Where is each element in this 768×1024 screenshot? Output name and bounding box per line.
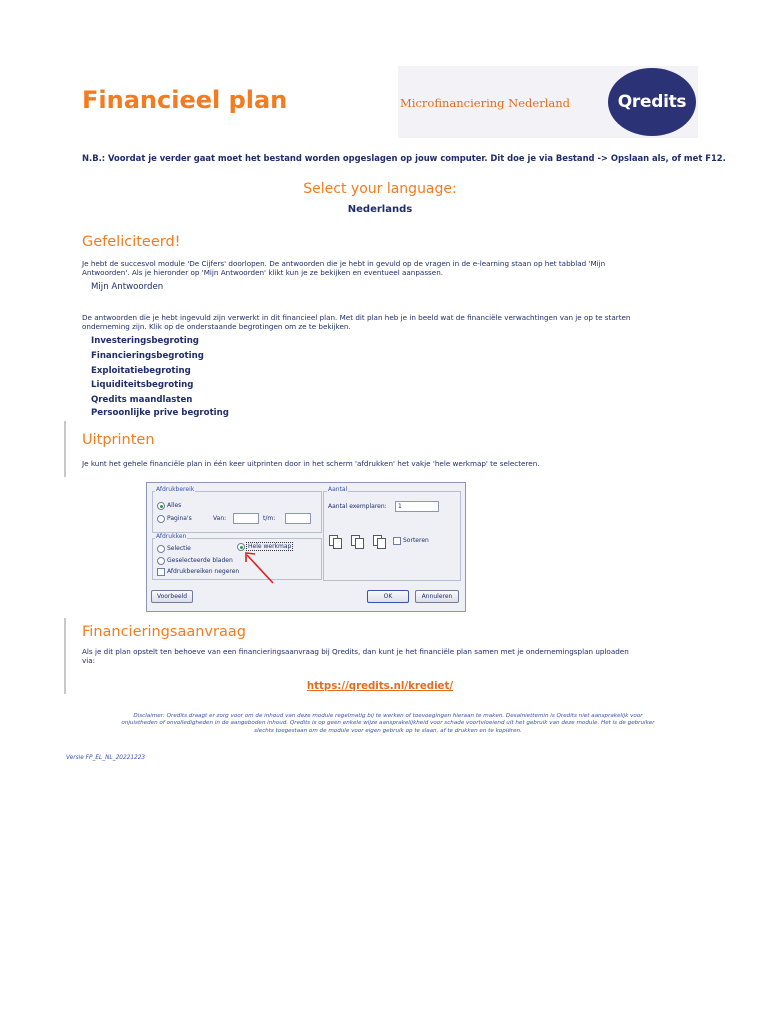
preview-button: Voorbeeld xyxy=(151,590,193,603)
operating-budget-link[interactable]: Exploitatiebegroting xyxy=(91,366,191,376)
ignore-areas-label: Afdrukbereiken negeren xyxy=(167,568,240,575)
financing-budget-link[interactable]: Financieringsbegroting xyxy=(91,351,204,361)
print-text: Je kunt het gehele financiële plan in één keer uitprinten door in het scherm 'afdrukken' het vakje 'hele werkmap' te selecteren. xyxy=(82,459,540,468)
radio-pages xyxy=(157,515,165,523)
financing-text-line1: Als je dit plan opstelt ten behoeve van een financieringsaanvraag bij Qredits, dan kunt je het financiële plan samen met je ondernemingsplan uploaden xyxy=(82,647,629,656)
collate-label: Sorteren xyxy=(403,537,429,544)
range-group xyxy=(152,491,322,533)
monthly-costs-link[interactable]: Qredits maandlasten xyxy=(91,395,193,405)
language-select[interactable]: Nederlands xyxy=(347,204,413,215)
page-icon xyxy=(377,538,386,549)
personal-budget-link[interactable]: Persoonlijke prive begroting xyxy=(91,408,229,418)
congrats-text-line2: Antwoorden'. Als je hieronder op 'Mijn Antwoorden' klikt kun je ze bekijken en eventueel aanpassen. xyxy=(82,268,444,277)
disclaimer-line3: slechts toegestaan om de module voor eigen gebruik op te slaan, af te drukken en te kopiëren. xyxy=(254,727,522,734)
from-label: Van: xyxy=(213,515,227,522)
liquidity-budget-link[interactable]: Liquiditeitsbegroting xyxy=(91,380,194,390)
disclaimer-line2: onjuistheden of onvolledigheden in de aangeboden inhoud. Qredits is op geen enkele wijze aansprakelijkheid voor schade voortvloeiend uit het gebruik van deze module. Het is de gebruiker xyxy=(121,720,655,727)
financing-text-line2: via: xyxy=(82,656,96,665)
plan-text-line2: onderneming zijn. Klik op de onderstaande begrotingen om ze te bekijken. xyxy=(82,322,351,331)
radio-all-label: Alles xyxy=(167,502,182,509)
page-icon xyxy=(333,538,342,549)
from-field xyxy=(233,513,259,524)
radio-whole-workbook-label: Hele werkmap xyxy=(248,543,292,550)
radio-selection-label: Selectie xyxy=(167,545,191,552)
range-group-label: Afdrukbereik xyxy=(156,486,195,493)
radio-selection xyxy=(157,545,165,553)
collate-checkbox xyxy=(393,537,401,545)
section-divider xyxy=(64,421,66,477)
to-field xyxy=(285,513,311,524)
version-label: Versie FP_EL_NL_20221223 xyxy=(66,755,146,761)
congrats-text-line1: Je hebt de succesvol module 'De Cijfers' doorlopen. De antwoorden die je hebt in gevuld op de vragen in de e-learning staan op het tabblad 'Mijn xyxy=(82,259,606,268)
my-answers-link[interactable]: Mijn Antwoorden xyxy=(91,282,164,292)
red-arrow-icon xyxy=(243,549,283,589)
copies-label: Aantal exemplaren: xyxy=(328,503,387,510)
print-heading: Uitprinten xyxy=(82,432,155,448)
copies-group-label: Aantal xyxy=(328,486,348,493)
investment-budget-link[interactable]: Investeringsbegroting xyxy=(91,336,199,346)
disclaimer xyxy=(92,713,684,735)
save-notice: N.B.: Voordat je verder gaat moet het bestand worden opgeslagen op jouw computer. Dit doe je via Bestand -> Opslaan als, of met F12. xyxy=(82,153,726,163)
congrats-heading: Gefeliciteerd! xyxy=(82,234,181,250)
brand-text: Microfinanciering Nederland xyxy=(400,96,571,110)
disclaimer-line1: Disclaimer: Qredits draagt er zorg voor om de inhoud van deze module regelmatig bij te werken of toevoegingen hieraan te maken. Desalniettemin is Qredits niet aansprakelijk voor xyxy=(133,713,643,719)
qredits-krediet-link[interactable]: https://qredits.nl/krediet/ xyxy=(306,681,454,692)
to-label: t/m: xyxy=(263,515,276,522)
language-label: Select your language: xyxy=(303,181,457,197)
print-dialog-image xyxy=(146,482,466,612)
print-what-label: Afdrukken xyxy=(156,533,187,540)
radio-selected-sheets xyxy=(157,557,165,565)
financing-heading: Financieringsaanvraag xyxy=(82,624,246,640)
radio-selected-sheets-label: Geselecteerde bladen xyxy=(167,557,233,564)
ok-button: OK xyxy=(367,590,409,603)
qredits-logo: Qredits xyxy=(608,68,696,136)
radio-pages-label: Pagina's xyxy=(167,515,192,522)
plan-text-line1: De antwoorden die je hebt ingevuld zijn verwerkt in dit financieel plan. Met dit plan heb je in beeld wat de financiële verwachtingen van je op te starten xyxy=(82,313,631,322)
page-title: Financieel plan xyxy=(82,86,288,114)
copies-field: 1 xyxy=(395,501,439,512)
cancel-button: Annuleren xyxy=(415,590,459,603)
radio-all xyxy=(157,502,165,510)
page-icon xyxy=(355,538,364,549)
ignore-areas-checkbox xyxy=(157,568,165,576)
